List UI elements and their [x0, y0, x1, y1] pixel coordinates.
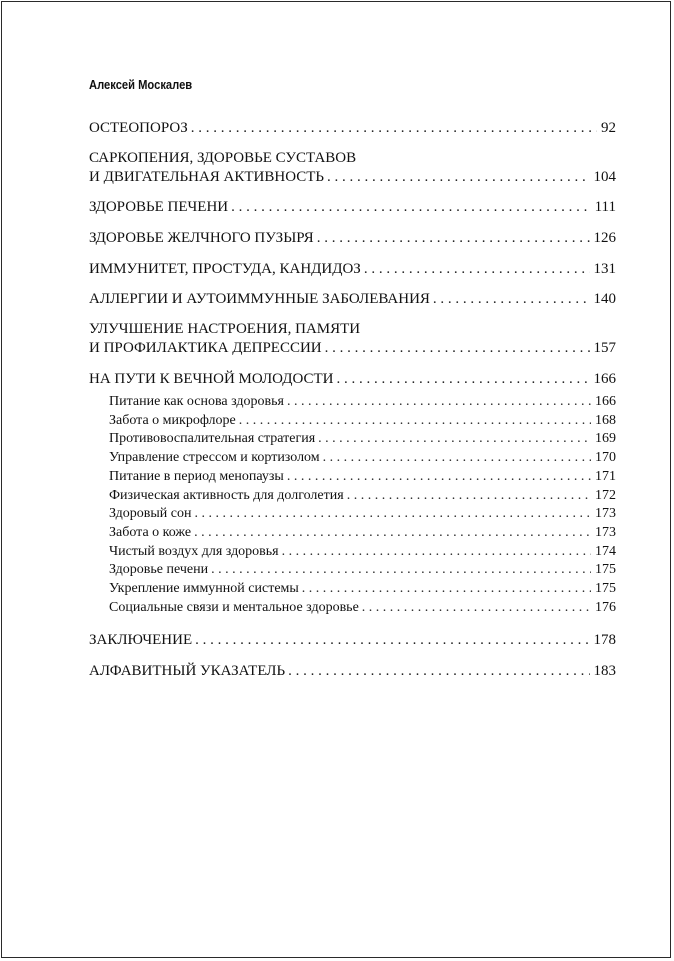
- toc-entry-title: НА ПУТИ К ВЕЧНОЙ МОЛОДОСТИ: [89, 371, 334, 387]
- toc-subentry-title: Чистый воздух для здоровья: [109, 543, 279, 559]
- toc-entry-title: АЛФАВИТНЫЙ УКАЗАТЕЛЬ: [89, 663, 286, 679]
- toc-subentry-title: Противовоспалительная стратегия: [109, 431, 316, 447]
- toc-subentry-title: Укрепление иммунной системы: [109, 581, 299, 596]
- toc-subentry-title: Здоровье печени: [109, 562, 209, 578]
- toc-entry-allergies[interactable]: [89, 290, 616, 308]
- toc-subentry[interactable]: [109, 543, 616, 561]
- toc-entry-title: ЗАКЛЮЧЕНИЕ: [89, 632, 193, 648]
- toc-entry-title: И ПРОФИЛАКТИКА ДЕПРЕССИИ: [89, 340, 322, 356]
- dot-leader: [433, 290, 590, 308]
- toc-subentry-page: 174: [595, 543, 616, 559]
- dot-leader: [318, 430, 591, 448]
- toc-entry-page: 92: [601, 120, 616, 136]
- dot-leader: [287, 393, 591, 411]
- toc-entry-gallbladder[interactable]: [89, 229, 616, 247]
- toc-entry-conclusion[interactable]: [89, 631, 616, 649]
- toc-entry-page: 104: [593, 169, 616, 185]
- dot-leader: [239, 412, 591, 430]
- toc-entry-title: И ДВИГАТЕЛЬНАЯ АКТИВНОСТЬ: [89, 169, 325, 185]
- running-header-author: Алексей Москалев: [89, 77, 193, 92]
- toc-subentry-title: Забота о микрофлоре: [109, 412, 236, 428]
- toc-subentry-title: Социальные связи и ментальное здоровье: [109, 599, 359, 615]
- toc-entry-liver-health[interactable]: [89, 198, 616, 216]
- dot-leader: [362, 599, 591, 617]
- toc-entry-page: 131: [593, 261, 616, 277]
- dot-leader: [231, 198, 590, 216]
- toc-entry-page: 157: [593, 340, 616, 356]
- toc-subentry[interactable]: [109, 524, 616, 542]
- toc-subentry-title: Забота о коже: [109, 524, 192, 540]
- toc-entry-title-line1: САРКОПЕНИЯ, ЗДОРОВЬЕ СУСТАВОВ: [89, 150, 357, 166]
- toc-entry-page: 166: [593, 371, 616, 387]
- dot-leader: [317, 229, 590, 247]
- toc-subentry-title: Здоровый сон: [109, 506, 192, 522]
- toc-subentry[interactable]: [109, 487, 616, 505]
- dot-leader: [195, 631, 589, 649]
- toc-subentry-page: 173: [595, 506, 616, 522]
- toc-subentry-page: 175: [595, 562, 616, 578]
- toc-entry-page: 183: [593, 663, 616, 679]
- toc-entry-page: 111: [594, 199, 616, 215]
- toc-entry-osteoporosis[interactable]: [89, 119, 616, 137]
- toc-entry-title: АЛЛЕРГИИ И АУТОИММУННЫЕ ЗАБОЛЕВАНИЯ: [89, 291, 430, 307]
- dot-leader: [194, 524, 591, 542]
- dot-leader: [195, 505, 591, 523]
- toc-entry-title: ЗДОРОВЬЕ ПЕЧЕНИ: [89, 199, 229, 215]
- toc-entry-mood[interactable]: [89, 320, 616, 357]
- toc-entry-title: ОСТЕОПОРОЗ: [89, 120, 188, 136]
- toc-entry-immunity[interactable]: [89, 260, 616, 278]
- toc-entry-page: 178: [593, 632, 616, 648]
- toc-entry-sarcopenia[interactable]: [89, 149, 616, 186]
- dot-leader: [336, 370, 589, 388]
- toc-subentry-page: 168: [595, 412, 616, 428]
- toc-subentry-title: Физическая активность для долголетия: [109, 487, 344, 503]
- toc-entry-title-line1: УЛУЧШЕНИЕ НАСТРОЕНИЯ, ПАМЯТИ: [89, 321, 361, 337]
- dot-leader: [327, 168, 589, 186]
- toc-subentry-title: Питание в период менопаузы: [109, 468, 284, 484]
- toc-entry-page: 140: [593, 291, 616, 307]
- dot-leader: [364, 260, 590, 278]
- toc-subentry-page: 166: [595, 394, 616, 409]
- toc-subentry[interactable]: [109, 449, 616, 467]
- toc-entry-page: 126: [593, 230, 616, 246]
- toc-subentry[interactable]: [109, 561, 616, 579]
- toc-subentry[interactable]: [109, 393, 616, 411]
- toc-subentry[interactable]: [109, 505, 616, 523]
- toc-subentry[interactable]: [109, 430, 616, 448]
- toc-subentry[interactable]: [109, 580, 616, 598]
- dot-leader: [288, 662, 589, 680]
- toc-subentry-page: 175: [595, 581, 616, 596]
- dot-leader: [191, 119, 597, 137]
- toc-subentry-page: 171: [595, 468, 616, 484]
- toc-subentry-page: 170: [595, 450, 616, 466]
- dot-leader: [325, 339, 590, 357]
- toc-subentry-title: Питание как основа здоровья: [109, 394, 284, 409]
- dot-leader: [287, 468, 591, 486]
- toc-subentry[interactable]: [109, 412, 616, 430]
- dot-leader: [323, 449, 591, 467]
- toc-subentry[interactable]: [109, 468, 616, 486]
- dot-leader: [282, 543, 591, 561]
- toc-subentry[interactable]: [109, 599, 616, 617]
- dot-leader: [302, 580, 591, 598]
- toc-subentry-page: 173: [595, 524, 616, 540]
- toc-entry-title: ИММУНИТЕТ, ПРОСТУДА, КАНДИДОЗ: [89, 261, 361, 277]
- toc-subentry-page: 176: [595, 599, 616, 615]
- dot-leader: [211, 561, 591, 579]
- toc-entry-title: ЗДОРОВЬЕ ЖЕЛЧНОГО ПУЗЫРЯ: [89, 230, 314, 246]
- toc-subentry-title: Управление стрессом и кортизолом: [109, 450, 320, 466]
- toc-entry-index[interactable]: [89, 662, 616, 680]
- toc-subentry-page: 169: [595, 431, 616, 447]
- dot-leader: [347, 487, 591, 505]
- toc-entry-youth[interactable]: [89, 370, 616, 388]
- toc-subentry-page: 172: [595, 487, 616, 503]
